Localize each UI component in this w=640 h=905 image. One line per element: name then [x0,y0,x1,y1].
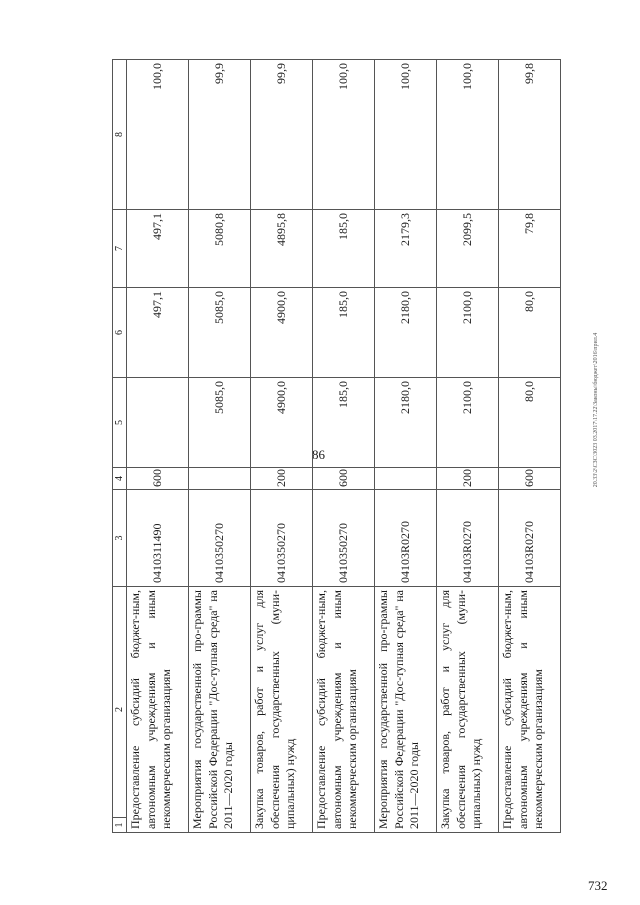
row-col-7: 5080,8 [189,210,251,288]
row-col-5: 185,0 [313,378,375,468]
row-col-8: 100,0 [313,60,375,210]
header-cell-1-2 [113,587,127,833]
table-row [189,60,251,833]
row-col-6: 185,0 [313,288,375,378]
header-row [113,60,127,833]
row-code: 04103R0270 [375,490,437,587]
table-row [313,60,375,833]
table-row [375,60,437,833]
header-col-7: 7 [113,210,127,288]
header-col-2: 2 [114,707,125,712]
row-col-6: 4900,0 [251,288,313,378]
row-col-5: 80,0 [499,378,561,468]
header-col-1: 1 [113,817,126,832]
rotated-table-area [112,60,562,833]
header-col-3: 3 [113,490,127,587]
page-number: 86 [312,447,325,462]
row-code: 04103R0270 [437,490,499,587]
row-expense-type: 600 [499,468,561,490]
row-code: 04103R0270 [499,490,561,587]
row-name: Предоставление субсидий бюджет-ным, автономным учреждениям и иным некоммерческим организациям [313,587,375,833]
row-col-8: 99,8 [499,60,561,210]
row-name: Закупка товаров, работ и услуг для обеспечения государственных (муни-ципальных) нужд [437,587,499,833]
row-col-8: 100,0 [437,60,499,210]
scan-path-text: 20.33\2\СЗС\3023 03.2017\17.22\Законы\бюджет\2016\прил.4 [592,332,599,488]
row-name: Предоставление субсидий бюджет-ным, автономным учреждениям и иным некоммерческим организациям [499,587,561,833]
row-col-6: 80,0 [499,288,561,378]
rotated-table-container [112,60,562,833]
row-col-6: 2180,0 [375,288,437,378]
row-name: Мероприятия государственной про-граммы Российской Федерации "Дос-тупная среда" на 2011—2020 годы [189,587,251,833]
row-col-5: 4900,0 [251,378,313,468]
row-col-5: 2100,0 [437,378,499,468]
row-col-5: 5085,0 [189,378,251,468]
row-code: 0410350270 [251,490,313,587]
row-col-5 [127,378,189,468]
header-merged-wrap [113,587,126,832]
header-col-4: 4 [113,468,127,490]
row-col-7: 79,8 [499,210,561,288]
row-expense-type [189,468,251,490]
row-col-6: 5085,0 [189,288,251,378]
table-row [437,60,499,833]
row-expense-type: 200 [251,468,313,490]
row-code: 0410350270 [313,490,375,587]
row-col-6: 497,1 [127,288,189,378]
row-col-8: 100,0 [375,60,437,210]
row-col-7: 2099,5 [437,210,499,288]
header-col-5: 5 [113,378,127,468]
row-name: Мероприятия государственной про-граммы Российской Федерации "Дос-тупная среда" на 2011—2020 годы [375,587,437,833]
row-col-8: 100,0 [127,60,189,210]
row-code: 0410311490 [127,490,189,587]
table-row [251,60,313,833]
row-expense-type [375,468,437,490]
row-col-5: 2180,0 [375,378,437,468]
row-col-8: 99,9 [189,60,251,210]
row-expense-type: 200 [437,468,499,490]
row-name: Предоставление субсидий бюджет-ным, автономным учреждениям и иным некоммерческим организациям [127,587,189,833]
row-col-7: 185,0 [313,210,375,288]
row-col-7: 4895,8 [251,210,313,288]
budget-table [112,59,561,833]
row-col-7: 2179,3 [375,210,437,288]
row-expense-type: 600 [313,468,375,490]
row-expense-type: 600 [127,468,189,490]
row-col-8: 99,9 [251,60,313,210]
row-name: Закупка товаров, работ и услуг для обеспечения государственных (муни-ципальных) нужд [251,587,313,833]
table-row [499,60,561,833]
table-row [127,60,189,833]
row-col-6: 2100,0 [437,288,499,378]
scan-path-note [590,210,601,610]
row-col-7: 497,1 [127,210,189,288]
header-col-8: 8 [113,60,127,210]
header-col-6: 6 [113,288,127,378]
handwritten-page-number: 732 [588,878,608,893]
row-code: 0410350270 [189,490,251,587]
